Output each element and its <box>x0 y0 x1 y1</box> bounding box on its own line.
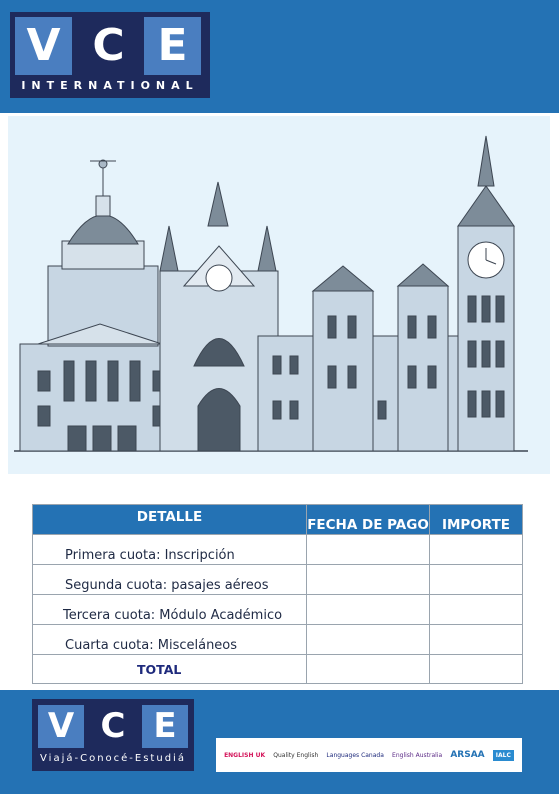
logo-letter-v: V <box>15 17 72 75</box>
total-importe-cell[interactable] <box>430 655 523 684</box>
row-detalle: Cuarta cuota: Misceláneos <box>33 625 307 655</box>
row-fecha-cell[interactable] <box>307 535 430 565</box>
vce-footer-logo <box>32 699 194 771</box>
logo-letter-c: C <box>80 17 137 75</box>
table-row <box>33 595 523 625</box>
col-importe: IMPORTE <box>430 505 523 535</box>
english-uk-logo: ENGLISH UK <box>224 751 266 759</box>
row-importe-cell[interactable] <box>430 565 523 595</box>
table-total-row <box>33 655 523 684</box>
payment-table <box>32 504 523 684</box>
row-importe-cell[interactable] <box>430 535 523 565</box>
table-row <box>33 565 523 595</box>
logo-slogan: Viajá-Conocé-Estudiá <box>40 753 186 764</box>
table-row <box>33 535 523 565</box>
vce-international-logo <box>10 12 210 98</box>
partner-logos-strip <box>216 738 522 772</box>
col-fecha-de-pago: FECHA DE PAGO <box>307 505 430 535</box>
arsaa-logo: ARSAA <box>450 749 485 760</box>
row-detalle: Primera cuota: Inscripción <box>33 535 307 565</box>
logo-letter-e: E <box>144 17 201 75</box>
total-label: TOTAL <box>33 655 307 684</box>
row-detalle: Segunda cuota: pasajes aéreos <box>33 565 307 595</box>
total-fecha-cell[interactable] <box>307 655 430 684</box>
london-landmarks-illustration <box>8 116 550 474</box>
row-fecha-cell[interactable] <box>307 595 430 625</box>
row-importe-cell[interactable] <box>430 595 523 625</box>
logo-letter-e: E <box>142 705 188 748</box>
courthouse-dome-building <box>20 160 180 451</box>
ialc-logo: IALC <box>493 750 514 761</box>
quality-english-logo: Quality English <box>273 751 319 759</box>
col-detalle: DETALLE <box>33 505 307 535</box>
clock-tower <box>458 136 514 451</box>
row-detalle: Tercera cuota: Módulo Académico <box>33 595 307 625</box>
table-row <box>33 625 523 655</box>
logo-letter-v: V <box>38 705 84 748</box>
row-fecha-cell[interactable] <box>307 625 430 655</box>
row-fecha-cell[interactable] <box>307 565 430 595</box>
english-australia-logo: English Australia <box>392 751 443 759</box>
table-header-row <box>33 505 523 535</box>
logo-letter-c: C <box>90 705 136 748</box>
logo-subtitle: INTERNATIONAL <box>21 79 199 92</box>
languages-canada-logo: Languages Canada <box>326 751 384 759</box>
row-importe-cell[interactable] <box>430 625 523 655</box>
parliament-building <box>258 264 458 451</box>
